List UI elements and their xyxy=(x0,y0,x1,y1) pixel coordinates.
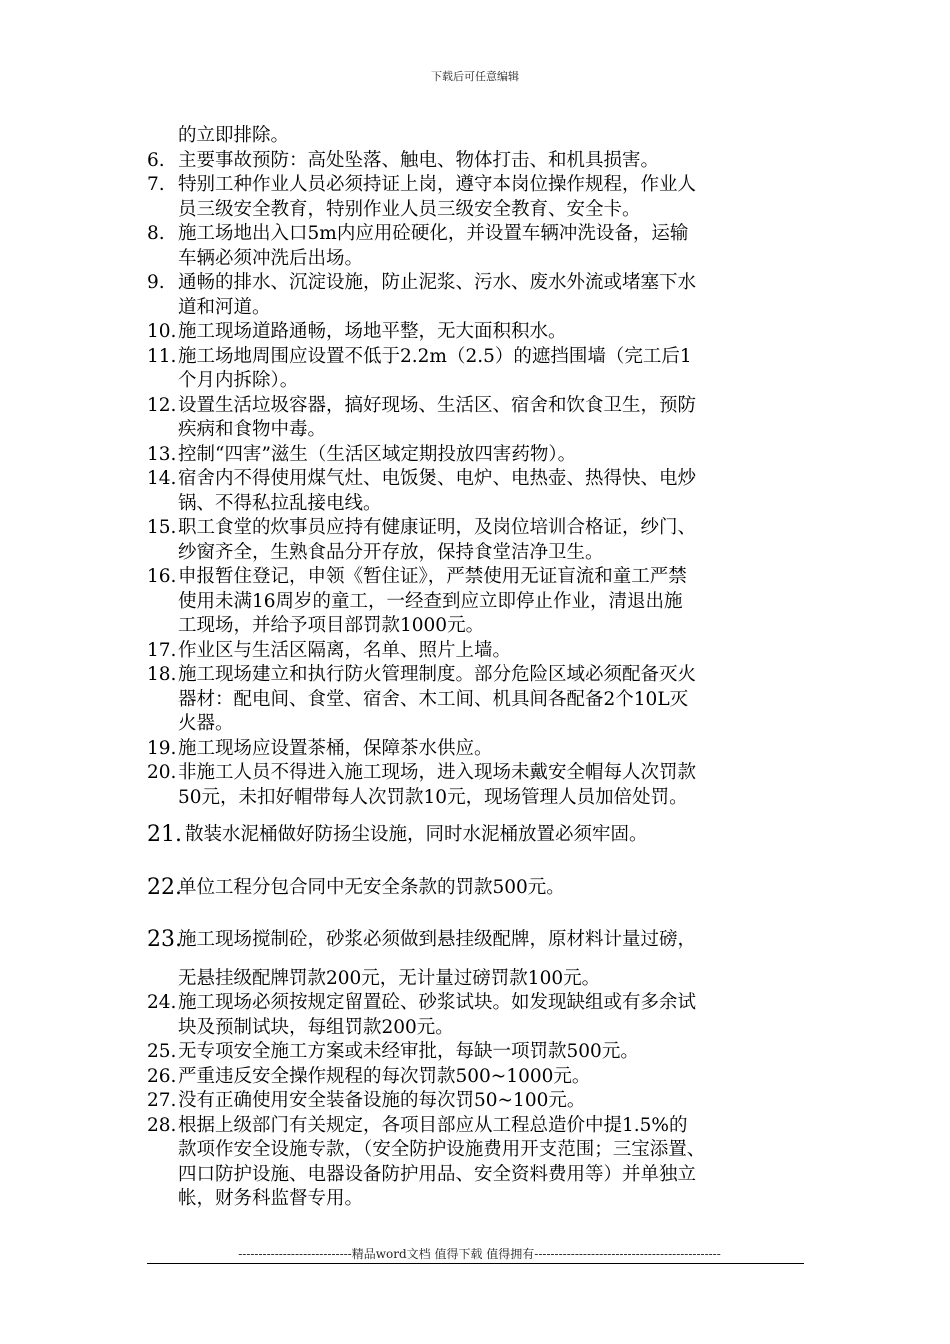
item-text: 施工现场道路通畅，场地平整，无大面积积水。 xyxy=(178,321,567,342)
item-number: 22. xyxy=(147,874,182,900)
list-item xyxy=(147,320,812,345)
item-number: 17. xyxy=(147,639,177,661)
item-text: 50元，未扣好帽带每人次罚款10元，现场管理人员加倍处罚。 xyxy=(178,786,688,808)
item-text: 作业区与生活区隔离，名单、照片上墙。 xyxy=(178,639,512,661)
item-text: 施工场地周围应设置不低于2.2m（2.5）的遮挡围墙（完工后1 xyxy=(178,345,692,367)
list-item-continuation xyxy=(147,1187,812,1212)
item-text: 申报暂住登记，申领《暂住证》，严禁使用无证盲流和童工严禁 xyxy=(178,566,687,587)
item-text: 设置生活垃圾容器，搞好现场、生活区、宿舍和饮食卫生，预防 xyxy=(178,394,697,416)
item-number: 14. xyxy=(147,468,177,489)
list-item xyxy=(147,663,812,688)
item-text: 宿舍内不得使用煤气灶、电饭煲、电炉、电热壶、热得快、电炒 xyxy=(178,468,697,489)
document-body xyxy=(147,124,812,1212)
item-number: 19. xyxy=(147,737,177,759)
item-number: 20. xyxy=(147,762,177,783)
item-text: 的立即排除。 xyxy=(178,125,290,146)
item-number: 8. xyxy=(147,223,165,244)
list-item-continuation xyxy=(147,296,812,321)
item-text: 严重违反安全操作规程的每次罚款500~1000元。 xyxy=(178,1065,591,1087)
list-item xyxy=(147,222,812,247)
list-item-continuation xyxy=(147,418,812,443)
item-number: 26. xyxy=(147,1065,177,1087)
item-text: 帐，财务科监督专用。 xyxy=(178,1188,364,1209)
item-text: 道和河道。 xyxy=(178,296,271,318)
item-text: 职工食堂的炊事员应持有健康证明，及岗位培训合格证，纱门、 xyxy=(178,517,697,538)
list-item xyxy=(147,565,812,590)
list-item-continuation xyxy=(147,590,812,615)
item-text: 散装水泥桶做好防扬尘设施，同时水泥桶放置必须牢固。 xyxy=(185,824,648,845)
list-item xyxy=(147,1040,812,1065)
item-text: 施工场地出入口5m内应用砼硬化，并设置车辆冲洗设备，运输 xyxy=(178,223,689,244)
item-text: 四口防护设施、电器设备防护用品、安全资料费用等）并单独立 xyxy=(178,1163,697,1185)
list-item-continuation xyxy=(147,247,812,272)
list-item-continuation xyxy=(147,1163,812,1188)
list-item xyxy=(147,149,812,174)
list-item xyxy=(147,516,812,541)
item-text: 个月内拆除）。 xyxy=(178,370,299,391)
list-item xyxy=(147,394,812,419)
item-text: 使用未满16周岁的童工，一经查到应立即停止作业，清退出施 xyxy=(178,590,683,612)
list-item-continuation xyxy=(147,1138,812,1163)
list-item xyxy=(147,761,812,786)
list-item xyxy=(147,991,812,1016)
item-text: 根据上级部门有关规定，各项目部应从工程总造价中提1.5%的 xyxy=(178,1114,688,1136)
item-text: 员三级安全教育，特别作业人员三级安全教育、安全卡。 xyxy=(178,198,641,220)
list-item-continuation xyxy=(147,369,812,394)
item-text: 款项作安全设施专款，（安全防护设施费用开支范围；三宝添置、 xyxy=(178,1139,706,1160)
list-item-continuation xyxy=(147,1016,812,1041)
item-text: 纱窗齐全，生熟食品分开存放，保持食堂洁净卫生。 xyxy=(178,541,604,563)
item-number: 23. xyxy=(147,927,182,952)
list-item-continuation xyxy=(147,967,812,992)
item-number: 15. xyxy=(147,517,177,538)
item-number: 16. xyxy=(147,566,177,587)
list-item-continuation xyxy=(147,786,812,811)
list-item xyxy=(147,345,812,370)
list-item-continuation xyxy=(147,541,812,566)
item-text: 器材：配电间、食堂、宿舍、木工间、机具间各配备2个10L灭 xyxy=(178,688,689,710)
item-text: 工现场，并给予项目部罚款1000元。 xyxy=(178,615,485,636)
item-text: 特别工种作业人员必须持证上岗，遵守本岗位操作规程，作业人 xyxy=(178,174,697,195)
item-number: 12. xyxy=(147,394,177,416)
page-footer: ----------------------------精品word文档 值得下载 值得拥有---------------------------------------------- xyxy=(238,1247,721,1261)
list-item xyxy=(147,876,812,901)
item-text: 单位工程分包合同中无安全条款的罚款500元。 xyxy=(178,876,565,898)
item-text: 无专项安全施工方案或未经审批，每缺一项罚款500元。 xyxy=(178,1041,639,1062)
page-header: 下载后可任意编辑 xyxy=(431,70,519,83)
item-text: 施工现场建立和执行防火管理制度。部分危险区域必须配备灭火 xyxy=(178,664,697,685)
list-item-continuation xyxy=(147,712,812,737)
list-item xyxy=(147,1065,812,1090)
item-number: 28. xyxy=(147,1114,177,1136)
list-item xyxy=(147,1114,812,1139)
item-text: 没有正确使用安全装备设施的每次罚50~100元。 xyxy=(178,1090,586,1111)
footer-rule xyxy=(147,1263,804,1264)
item-text: 疾病和食物中毒。 xyxy=(178,419,327,440)
list-item xyxy=(147,639,812,664)
item-text: 锅、不得私拉乱接电线。 xyxy=(178,492,382,514)
item-number: 21. xyxy=(147,822,182,847)
item-text: 控制“四害”滋生（生活区域定期投放四害药物）。 xyxy=(178,443,577,465)
item-number: 7. xyxy=(147,174,165,195)
item-text: 非施工人员不得进入施工现场，进入现场未戴安全帽每人次罚款 xyxy=(178,762,697,783)
list-item xyxy=(147,928,812,953)
item-text: 施工现场搅制砼，砂浆必须做到悬挂级配牌，原材料计量过磅， xyxy=(178,929,697,950)
list-item-continuation xyxy=(147,198,812,223)
item-number: 11. xyxy=(147,345,177,367)
item-text: 施工现场应设置茶桶，保障茶水供应。 xyxy=(178,737,493,759)
item-number: 13. xyxy=(147,443,177,465)
item-text: 车辆必须冲洗后出场。 xyxy=(178,247,364,269)
list-item xyxy=(147,737,812,762)
list-item xyxy=(147,271,812,296)
list-item-continuation xyxy=(147,688,812,713)
list-item xyxy=(147,823,812,848)
list-item-continuation xyxy=(147,614,812,639)
item-number: 27. xyxy=(147,1090,177,1111)
item-number: 10. xyxy=(147,321,177,342)
item-number: 25. xyxy=(147,1041,177,1062)
item-text: 块及预制试块，每组罚款200元。 xyxy=(178,1016,454,1038)
item-number: 24. xyxy=(147,992,177,1013)
list-item-continuation xyxy=(147,492,812,517)
item-text: 施工现场必须按规定留置砼、砂浆试块。如发现缺组或有多余试 xyxy=(178,992,697,1013)
list-item xyxy=(147,443,812,468)
item-number: 9. xyxy=(147,272,165,293)
item-text: 无悬挂级配牌罚款200元，无计量过磅罚款100元。 xyxy=(178,967,601,989)
item-text: 通畅的排水、沉淀设施，防止泥浆、污水、废水外流或堵塞下水 xyxy=(178,272,697,293)
item-number: 18. xyxy=(147,664,177,685)
item-text: 火器。 xyxy=(178,713,234,734)
list-item xyxy=(147,467,812,492)
list-item xyxy=(147,124,812,149)
item-number: 6. xyxy=(147,149,165,171)
list-item xyxy=(147,1089,812,1114)
list-item xyxy=(147,173,812,198)
item-text: 主要事故预防：高处坠落、触电、物体打击、和机具损害。 xyxy=(178,149,660,171)
